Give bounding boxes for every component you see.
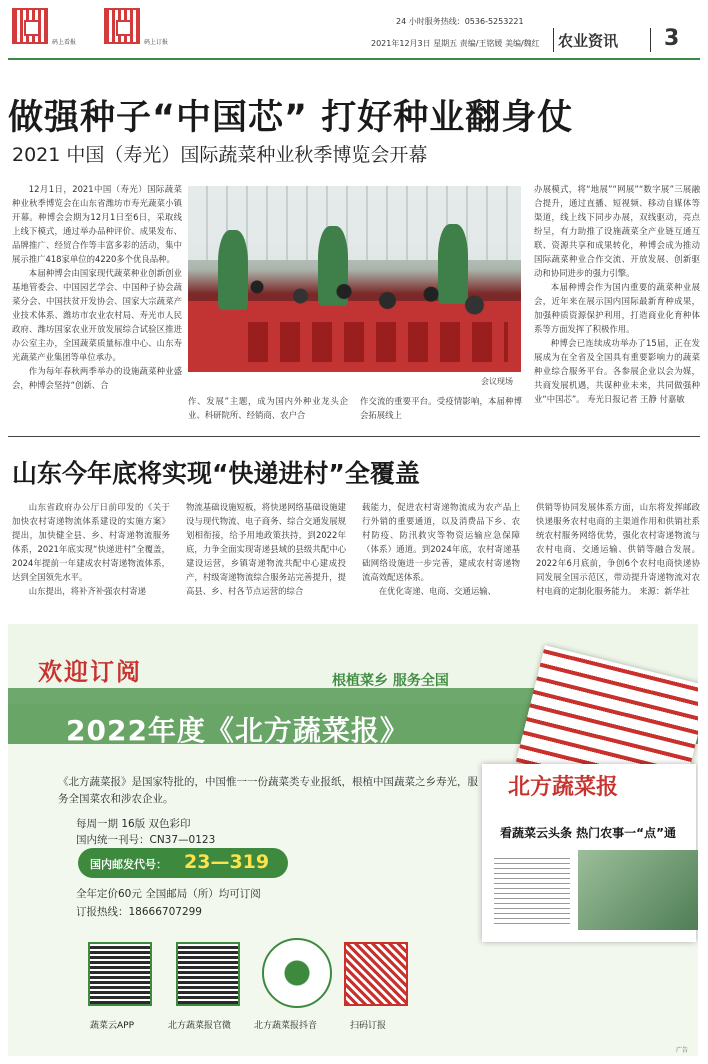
- ad-hotline: 订报热线：18666707299: [76, 906, 202, 918]
- qr-app[interactable]: [88, 942, 152, 1006]
- ad-welcome: 欢迎订阅: [38, 658, 142, 686]
- paragraph: 在优化寄递、电商、交通运输、: [378, 586, 497, 596]
- article1-col1: [12, 182, 182, 412]
- paragraph: 作交流的重要平台。受疫情影响，本届种博会拓展线上: [360, 396, 522, 420]
- qr-label: 扫码订报: [350, 1021, 387, 1031]
- ad-slogan: 根植菜乡 服务全国: [332, 673, 449, 689]
- qr-code-read[interactable]: [12, 8, 48, 44]
- article2-col1: [12, 500, 170, 610]
- subhead-seed: 2021 中国（寿光）国际蔬菜种业秋季博览会开幕: [12, 144, 428, 166]
- qr-code-subscribe[interactable]: [104, 8, 140, 44]
- section-name: 农业资讯: [558, 32, 619, 50]
- paragraph: 作、发展”主题，成为国内外种业龙头企业、科研院所、经销商、农户合: [188, 396, 348, 420]
- paragraph: 物流基础设施短板，将快递网络基础设施建设与现代物流、电子商务、综合交通发展规划相衔接，给予用地政策扶持，到2022年底，力争全面实现寄递县域的县级共配中心建设运营，乡镇寄递物流共配中心建成投产，村级寄递物流综合服务站完善提升，提高县、乡、村各节点运营的综合: [186, 502, 346, 596]
- paragraph: 载能力，促进农村寄递物流成为农产品上行外销的重要通道，以及消费品下乡、农村防疫、防汛救灾等物资运输应急保障（体系）通道。到2024年底，农村寄递基础网络设施进一步完善，建成农村寄递物流高效配送体系。: [362, 502, 520, 582]
- paragraph: 作为每年春秋两季举办的设施蔬菜种业盛会，种博会坚持“创新、合: [12, 366, 182, 390]
- headline-seed: 做强种子“中国芯” 打好种业翻身仗: [8, 98, 574, 138]
- postal-label: 国内邮发代号：: [90, 858, 167, 871]
- paragraph: 种博会已连续成功举办了15届，正在发展成为在全省及全国具有重要影响力的蔬菜种业综合服务平台。各参展企业以会为媒，共商发展机遇，共谋种业未来，共同做强种业“中国芯”。 寿光日报记者 王静 付嘉敏: [534, 338, 700, 404]
- article2-col4: [536, 500, 700, 610]
- qr-label: 北方蔬菜报抖音: [254, 1021, 318, 1031]
- qr-label: 码上看报: [52, 39, 77, 46]
- photo-caption: 会议现场: [481, 377, 513, 386]
- section-rule: [8, 436, 700, 437]
- qr-wechat[interactable]: [176, 942, 240, 1006]
- section-divider: [650, 28, 651, 52]
- article1-col3: [360, 394, 522, 422]
- photo-meeting: [188, 186, 521, 372]
- qr-label: 北方蔬菜报官微: [168, 1021, 232, 1031]
- article2-col3: [362, 500, 520, 610]
- newspaper-masthead: 北方蔬菜报: [508, 774, 619, 800]
- ad-issn: 国内统一刊号：CN37—0123: [76, 834, 216, 846]
- newspaper-headline: 看蔬菜云头条 热门农事一“点”通: [500, 826, 676, 840]
- headline-express: 山东今年底将实现“快递进村”全覆盖: [12, 459, 420, 488]
- hotline: 24 小时服务热线：0536-5253221: [396, 17, 524, 26]
- paragraph: 本届种博会由国家现代蔬菜种业创新创业基地管委会、中国园艺学会、中国种子协会蔬菜分会、中国扶贫开发协会、国家大宗蔬菜产业技术体系、潍坊市农业农村局、寿光市人民政府、潍坊国家农业开放发展综合试验区推进办公室主办，全国蔬菜质量标准中心、山东寿光蔬菜产业集团等单位承办。: [12, 268, 182, 362]
- paragraph: 办展模式，将“地展”“网展”“数字展”三展融合提升，通过直播、短视频、移动自媒体等渠道，线上线下同步办展，双线驱动，亮点纷呈，有力助推了设施蔬菜全产业链互通互联、资源共享和成果转化，种博会成为推动国际蔬菜种业合作交流、开放发展、创新驱动和协同进步的强力引擎。: [534, 184, 700, 278]
- ad-schedule: 每周一期 16版 双色彩印: [76, 818, 191, 830]
- section-divider: [553, 28, 554, 52]
- photo-chairs: [248, 322, 508, 362]
- page-number: 3: [664, 26, 680, 51]
- newspaper-front: [482, 764, 696, 942]
- article1-col2: [188, 394, 348, 422]
- qr-douyin[interactable]: [262, 938, 332, 1008]
- ad-description: 《北方蔬菜报》是国家特批的，中国惟一一份蔬菜类专业报纸，根植中国蔬菜之乡寿光，服务全国菜农和涉农企业。: [58, 776, 478, 805]
- subscription-ad: [8, 624, 698, 1056]
- paragraph: 山东省政府办公厅日前印发的《关于加快农村寄递物流体系建设的实施方案》提出，加快健全县、乡、村寄递物流服务体系，2021年底实现“快递进村”全覆盖，2024年提前一年建成农村寄递物流体系，达到全国领先水平。: [12, 502, 170, 582]
- paragraph: 山东提出，将补齐补强农村寄递: [28, 586, 147, 596]
- ad-year-title: 2022年度《北方蔬菜报》: [66, 714, 409, 747]
- date-line: 2021年12月3日 星期五 责编/王铭媛 美编/魏红: [371, 39, 540, 48]
- paragraph: 供销等协同发展体系方面，山东将发挥邮政快递服务农村电商的主渠道作用和供销社系统农村服务网络优势，强化农村寄递物流与农村电商、交通运输、供销等融合发展。2022年6月底前，争创6个农村电商快递协同发展全国示范区，带动提升寄递物流对农村电商的定制化服务能力。 来源：新华社: [536, 502, 700, 596]
- newspaper-text: [494, 854, 570, 924]
- qr-subscribe[interactable]: [344, 942, 408, 1006]
- qr-label: 码上订报: [144, 39, 169, 46]
- qr-label: 蔬菜云APP: [90, 1021, 135, 1031]
- ad-tag: 广告: [675, 1047, 688, 1054]
- paragraph: 12月1日，2021中国（寿光）国际蔬菜种业秋季博览会在山东省潍坊市寿光蔬菜小镇开幕。种博会会期为12月1日至6日，采取线上线下模式，通过举办品种评价、成果发布、品牌推广、经贸合作等丰富多彩的活动，集中展示推广418家单位的4220多个优良品种。: [12, 184, 182, 264]
- postal-code: 23—319: [184, 851, 270, 873]
- ad-price: 全年定价60元 全国邮局（所）均可订阅: [76, 888, 261, 900]
- article2-col2: [186, 500, 346, 610]
- newspaper-photo: [578, 850, 698, 930]
- paragraph: 本届种博会作为国内重要的蔬菜种业展会，近年来在展示国内国际最新育种成果，加强种质资源保护利用，打造商业化育种体系等方面发挥了积极作用。: [534, 282, 700, 334]
- article1-col4: [534, 182, 700, 428]
- header-rule: [8, 58, 700, 60]
